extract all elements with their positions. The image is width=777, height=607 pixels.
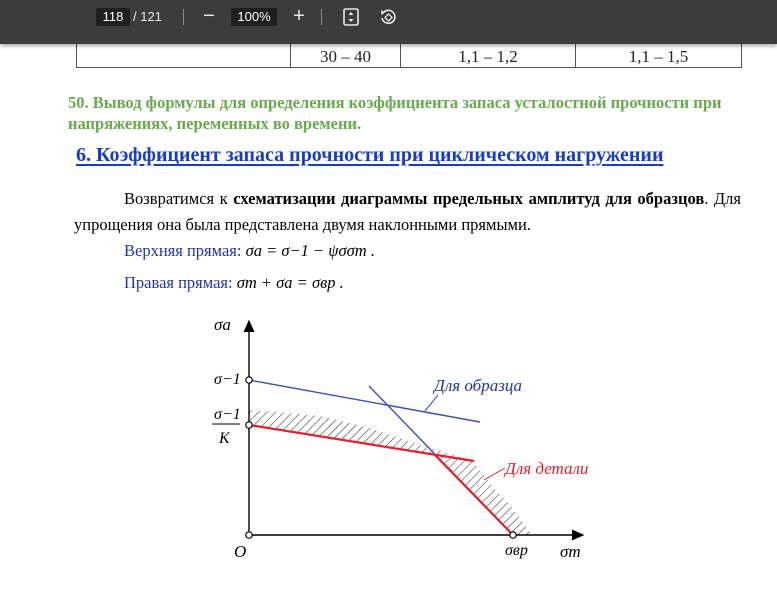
formula: σa = σ−1 − ψσσm .: [245, 241, 375, 260]
sample-label: Для образца: [434, 376, 523, 395]
page-total: / 121: [133, 9, 162, 24]
point-origin: [246, 532, 252, 538]
toolbar-divider: [321, 9, 322, 25]
paragraph-bold: схематизации диаграммы предельных амплитуд для образцов: [233, 189, 705, 208]
sigma-minus1-over-k-numerator: σ−1: [214, 406, 241, 423]
point-sigma-minus1: [246, 377, 252, 383]
zoom-level-input[interactable]: 100%: [231, 8, 277, 26]
paragraph-text: Возвратимся к: [124, 189, 234, 208]
formula: σm + σa = σвр .: [236, 273, 344, 292]
table-cell: 30 – 40: [291, 37, 401, 68]
part-label-leader: [484, 468, 505, 480]
upper-line-label: Верхняя прямая:: [124, 241, 242, 260]
sigma-minus1-over-k-denominator: K: [219, 430, 230, 447]
section-heading[interactable]: 6. Коэффициент запаса прочности при циклическом нагружении: [76, 144, 664, 166]
right-line-label: Правая прямая:: [124, 273, 233, 292]
hatch-region-upper: [249, 410, 472, 460]
point-sigma-vr: [510, 532, 516, 538]
origin-label: O: [234, 542, 247, 561]
zoom-in-icon[interactable]: +: [293, 5, 305, 27]
sigma-vr-label: σвр: [505, 542, 528, 559]
page-number-input[interactable]: 118: [96, 8, 130, 26]
toolbar-divider: [183, 9, 184, 25]
rotate-icon[interactable]: [378, 7, 398, 27]
table-cell: 1,1 – 1,5: [576, 37, 742, 68]
zoom-out-icon[interactable]: −: [203, 5, 215, 27]
table-cell: 1,1 – 1,2: [401, 37, 576, 68]
point-sigma-minus1-over-k: [246, 422, 252, 428]
pdf-toolbar: [0, 0, 777, 44]
sample-label-leader: [425, 395, 438, 411]
paragraph-text: . Для упрощения она была представлена двумя наклонными прямыми.: [74, 189, 741, 234]
part-label: Для детали: [505, 459, 589, 478]
axis-y-label: σa: [214, 315, 231, 334]
question-heading: 50. Вывод формулы для определения коэффициента запаса усталостной прочности при напряжениях, переменных во времени.: [68, 93, 722, 133]
sigma-minus1-label: σ−1: [214, 371, 241, 388]
fit-page-icon[interactable]: [341, 7, 361, 27]
axis-x-label: σm: [560, 542, 581, 561]
